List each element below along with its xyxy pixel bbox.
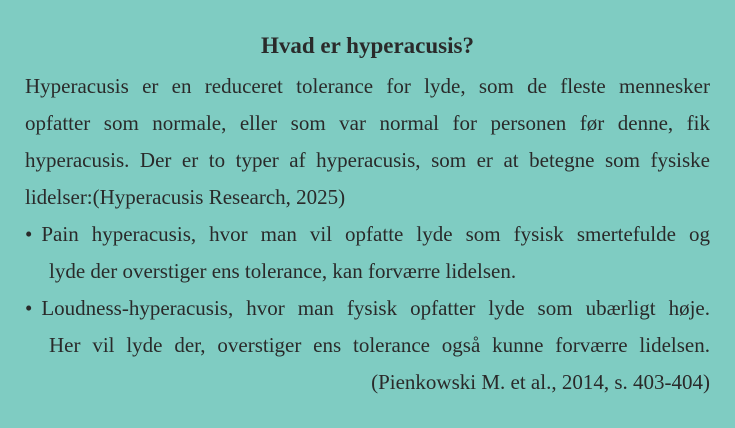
citation: (Pienkowski M. et al., 2014, s. 403-404) <box>371 370 710 394</box>
bullet-text: Pain hyperacusis, hvor man vil opfatte lyde som fysisk smertefulde og <box>41 222 710 246</box>
bullet-line <box>25 290 710 327</box>
paragraph-line: opfatter som normale, eller som var normal for personen før denne, fik <box>25 111 710 135</box>
bullet-line <box>25 216 710 253</box>
bullet-continuation-line: Her vil lyde der, overstiger ens tolerance også kunne forværre lidelsen. <box>49 333 710 357</box>
bullet-marker: • <box>25 296 33 320</box>
paragraph-line: hyperacusis. Der er to typer af hyperacusis, som er at betegne som fysiske <box>25 148 710 172</box>
card-title: Hvad er hyperacusis? <box>261 33 474 58</box>
bullet-continuation-line: lyde der overstiger ens tolerance, kan forværre lidelsen. <box>49 259 517 283</box>
paragraph-line: Hyperacusis er en reduceret tolerance for lyde, som de fleste mennesker <box>25 74 710 98</box>
bullet-marker: • <box>25 222 33 246</box>
bullet-text: Loudness-hyperacusis, hvor man fysisk opfatter lyde som ubærligt høje. <box>41 296 710 320</box>
paragraph-line-citation-inline: lidelser:(Hyperacusis Research, 2025) <box>25 185 346 209</box>
